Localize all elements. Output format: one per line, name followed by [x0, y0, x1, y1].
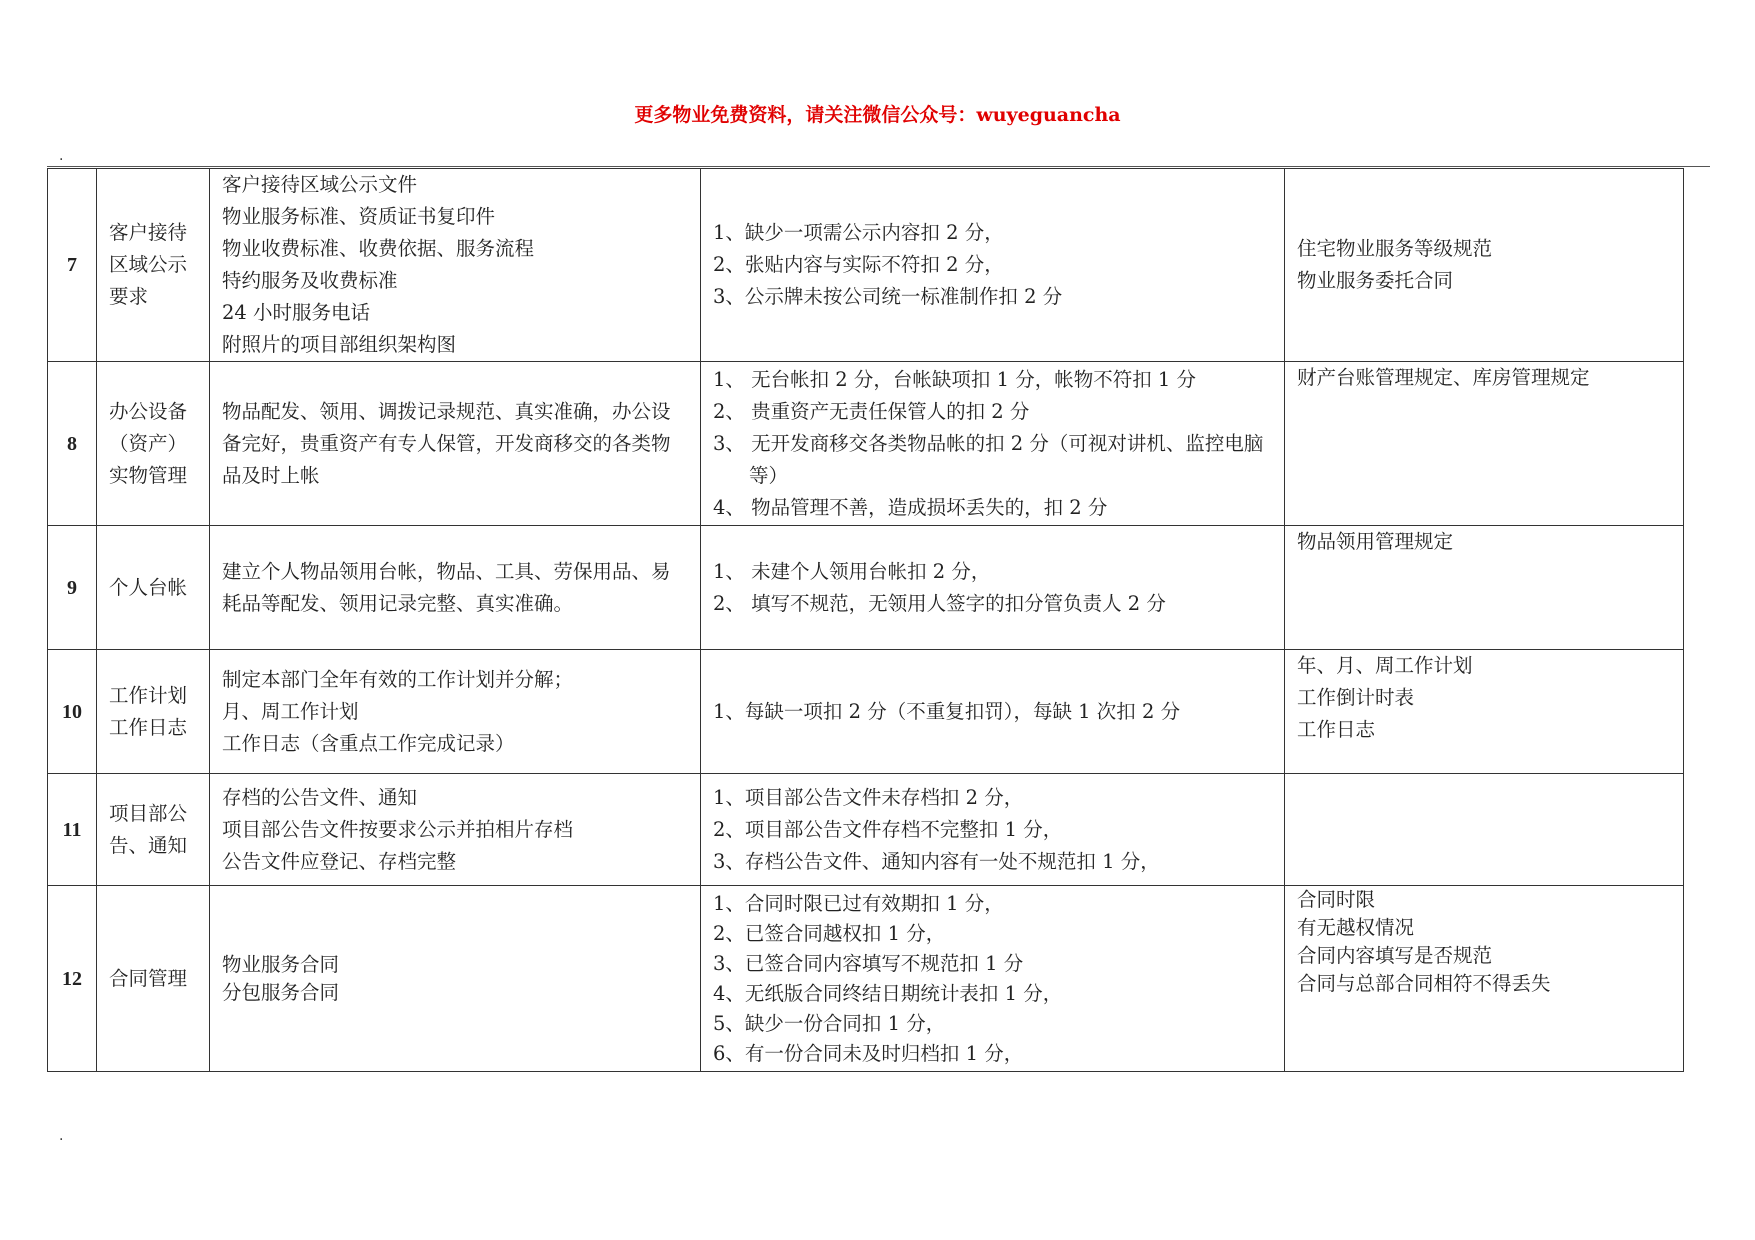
criteria-line: 3、存档公告文件、通知内容有一处不规范扣 1 分， [713, 849, 1160, 873]
criteria-cell [701, 774, 1285, 886]
standard-line: 客户接待区域公示文件 [222, 173, 418, 196]
criteria-line: 2、 贵重资产无责任保管人的扣 2 分 [713, 399, 1030, 423]
row-number: 12 [48, 886, 97, 1072]
standard-line: 建立个人物品领用台帐，物品、工具、劳保用品、易耗品等配发、领用记录完整、真实准确。 [222, 559, 671, 615]
reference-line: 物业服务委托合同 [1297, 269, 1454, 292]
criteria-line: 1、合同时限已过有效期扣 1 分， [713, 891, 1004, 915]
criteria-line: 1、缺少一项需公示内容扣 2 分， [713, 221, 1004, 244]
standard-line: 存档的公告文件、通知 [222, 785, 418, 809]
criteria-line: 1、 未建个人领用台帐扣 2 分， [713, 559, 991, 583]
header-dot: . [59, 148, 64, 164]
reference-line: 住宅物业服务等级规范 [1297, 237, 1493, 260]
criteria-line: 2、张贴内容与实际不符扣 2 分， [713, 253, 1004, 276]
item-cell [97, 886, 210, 1072]
criteria-line: 4、 物品管理不善，造成损坏丢失的，扣 2 分 [713, 495, 1108, 519]
standard-line: 制定本部门全年有效的工作计划并分解； [222, 667, 574, 691]
standard-line: 物业服务合同 [222, 952, 340, 976]
table-row [48, 169, 1684, 362]
reference-line: 合同与总部合同相符不得丢失 [1297, 972, 1551, 995]
reference-cell [1285, 526, 1684, 650]
item-cell [97, 526, 210, 650]
standard-line: 分包服务合同 [222, 980, 340, 1004]
standard-cell [210, 526, 701, 650]
criteria-cell [701, 362, 1285, 526]
item-label: 工作计划工作日志 [109, 683, 188, 739]
criteria-line: 5、缺少一份合同扣 1 分， [713, 1011, 946, 1035]
footer-dot: . [59, 1128, 64, 1144]
table-row [48, 774, 1684, 886]
criteria-line: 2、已签合同越权扣 1 分， [713, 921, 946, 945]
item-cell [97, 774, 210, 886]
table-row [48, 362, 1684, 526]
row-number: 9 [48, 526, 97, 650]
standard-line: 附照片的项目部组织架构图 [222, 333, 457, 356]
standard-line: 24 小时服务电话 [222, 301, 371, 324]
table-row [48, 886, 1684, 1072]
row-number: 10 [48, 650, 97, 774]
reference-line: 工作倒计时表 [1297, 686, 1415, 709]
standard-line: 公告文件应登记、存档完整 [222, 849, 457, 873]
inspection-table [47, 168, 1684, 1072]
criteria-line: 1、项目部公告文件未存档扣 2 分， [713, 785, 1024, 809]
criteria-line: 2、项目部公告文件存档不完整扣 1 分， [713, 817, 1063, 841]
standard-cell [210, 650, 701, 774]
criteria-line: 2、 填写不规范，无领用人签字的扣分管负责人 2 分 [713, 591, 1166, 615]
reference-line: 合同时限 [1297, 888, 1376, 911]
standard-line: 工作日志（含重点工作完成记录） [222, 731, 515, 755]
item-cell [97, 650, 210, 774]
criteria-cell [701, 650, 1285, 774]
header-rule [47, 166, 1710, 167]
item-label: 项目部公告、通知 [109, 801, 188, 857]
criteria-cell [701, 886, 1285, 1072]
criteria-line: 4、无纸版合同终结日期统计表扣 1 分， [713, 981, 1063, 1005]
criteria-line: 1、 无台帐扣 2 分，台帐缺项扣 1 分，帐物不符扣 1 分 [713, 367, 1197, 391]
row-number: 7 [48, 169, 97, 362]
reference-line: 有无越权情况 [1297, 916, 1415, 939]
standard-line: 物业服务标准、资质证书复印件 [222, 205, 496, 228]
criteria-cell [701, 526, 1285, 650]
item-cell [97, 362, 210, 526]
reference-cell [1285, 362, 1684, 526]
criteria-cell [701, 169, 1285, 362]
standard-cell [210, 774, 701, 886]
item-label: 办公设备（资产）实物管理 [109, 399, 188, 487]
standard-line: 月、周工作计划 [222, 699, 359, 723]
reference-line: 财产台账管理规定、库房管理规定 [1297, 366, 1590, 389]
item-label: 合同管理 [109, 966, 188, 990]
item-cell [97, 169, 210, 362]
table-row [48, 526, 1684, 650]
standard-line: 特约服务及收费标准 [222, 269, 398, 292]
reference-cell [1285, 650, 1684, 774]
reference-line: 年、月、周工作计划 [1297, 654, 1473, 677]
standard-line: 物品配发、领用、调拨记录规范、真实准确，办公设备完好，贵重资产有专人保管，开发商移交的各类物品及时上帐 [222, 399, 671, 487]
criteria-line: 6、有一份合同未及时归档扣 1 分， [713, 1041, 1024, 1065]
standard-line: 物业收费标准、收费依据、服务流程 [222, 237, 535, 260]
reference-line: 物品领用管理规定 [1297, 530, 1454, 553]
reference-cell [1285, 886, 1684, 1072]
standard-cell [210, 886, 701, 1072]
reference-cell [1285, 774, 1684, 886]
standard-cell [210, 362, 701, 526]
reference-line: 工作日志 [1297, 718, 1376, 741]
criteria-line: 1、每缺一项扣 2 分（不重复扣罚），每缺 1 次扣 2 分 [713, 699, 1181, 723]
item-label: 个人台帐 [109, 575, 188, 599]
row-number: 8 [48, 362, 97, 526]
item-label: 客户接待区域公示要求 [109, 221, 188, 308]
reference-line: 合同内容填写是否规范 [1297, 944, 1493, 967]
table-row [48, 650, 1684, 774]
reference-cell [1285, 169, 1684, 362]
row-number: 11 [48, 774, 97, 886]
standard-line: 项目部公告文件按要求公示并拍相片存档 [222, 817, 574, 841]
criteria-line: 3、 无开发商移交各类物品帐的扣 2 分（可视对讲机、监控电脑等） [713, 431, 1264, 487]
criteria-line: 3、公示牌未按公司统一标准制作扣 2 分 [713, 285, 1063, 308]
standard-cell [210, 169, 701, 362]
header-title: 更多物业免费资料，请关注微信公众号：wuyeguancha [634, 104, 1121, 126]
criteria-line: 3、已签合同内容填写不规范扣 1 分 [713, 951, 1024, 975]
